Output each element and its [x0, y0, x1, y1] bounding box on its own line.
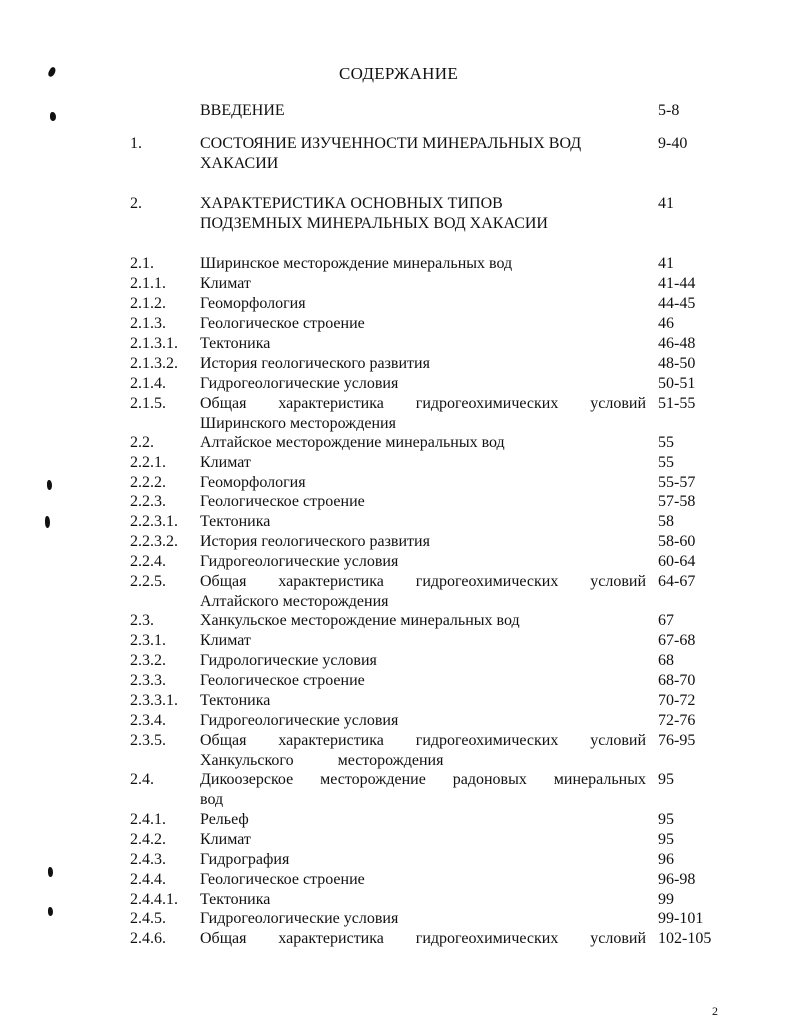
toc-entry-title: Гидрогеологические условия: [200, 910, 399, 927]
toc-entry-number: 2.4.1.: [130, 811, 166, 828]
toc-entry-number: 2.3.3.: [130, 672, 166, 689]
toc-entry-page: 68: [658, 652, 674, 669]
toc-entry-number: 2.4.6.: [130, 930, 166, 947]
toc-entry-title: Геологическое строение: [200, 493, 365, 510]
toc-entry-number: 2.1.3.1.: [130, 335, 178, 352]
toc-entry-page: 96: [658, 851, 674, 868]
toc-entry-number: 2.2.2.: [130, 474, 166, 491]
toc-entry-number: 1.: [130, 135, 142, 152]
toc-entry-page: 64-67: [658, 573, 696, 590]
toc-entry-page: 5-8: [658, 102, 680, 119]
toc-entry-title: Тектоника: [200, 513, 271, 530]
toc-entry-page: 41-44: [658, 275, 696, 292]
toc-entry-title: вод: [200, 791, 224, 808]
toc-entry-number: 2.1.4.: [130, 375, 166, 392]
page-title: СОДЕРЖАНИЕ: [338, 64, 459, 83]
toc-entry-number: 2.4.3.: [130, 851, 166, 868]
toc-entry-title: Геологическое строение: [200, 672, 365, 689]
toc-entry-number: 2.4.: [130, 771, 154, 788]
toc-entry-page: 57-58: [658, 493, 696, 510]
toc-entry-page: 67: [658, 612, 674, 629]
toc-entry-number: 2.1.5.: [130, 395, 166, 412]
toc-entry-title: СОСТОЯНИЕ ИЗУЧЕННОСТИ МИНЕРАЛЬНЫХ ВОД: [200, 135, 582, 152]
toc-entry-number: 2.2.3.2.: [130, 533, 178, 550]
toc-entry-page: 58-60: [658, 533, 696, 550]
page-number: 2: [712, 1004, 718, 1018]
toc-entry-number: 2.: [130, 195, 142, 212]
toc-entry-title: Тектоника: [200, 692, 271, 709]
toc-entry-title: История геологического развития: [200, 355, 430, 372]
toc-entry-title: ХАРАКТЕРИСТИКА ОСНОВНЫХ ТИПОВ: [200, 195, 503, 212]
toc-entry-page: 99-101: [658, 910, 704, 927]
toc-entry-title: Тектоника: [200, 891, 271, 908]
toc-entry-page: 55: [658, 434, 674, 451]
toc-entry-page: 51-55: [658, 395, 696, 412]
scan-mark: [47, 480, 52, 490]
toc-entry-title: Гидрогеологические условия: [200, 712, 399, 729]
scan-mark: [48, 907, 53, 916]
toc-entry-title: Общая характеристика гидрогеохимических условий: [200, 732, 646, 749]
toc-entry-title: Ханкульское месторождение минеральных вод: [200, 612, 520, 629]
toc-entry-title: Геологическое строение: [200, 315, 365, 332]
toc-entry-title: Общая характеристика гидрогеохимических условий: [200, 395, 646, 412]
toc-entry-page: 67-68: [658, 632, 696, 649]
toc-entry-page: 72-76: [658, 712, 696, 729]
toc-entry-number: 2.1.3.: [130, 315, 166, 332]
toc-entry-title: Алтайское месторождение минеральных вод: [200, 434, 505, 451]
toc-entry-number: 2.2.3.: [130, 493, 166, 510]
toc-entry-title: Геоморфология: [200, 474, 306, 491]
toc-entry-number: 2.3.5.: [130, 732, 166, 749]
toc-entry-title: Гидрогеологические условия: [200, 553, 399, 570]
toc-entry-page: 95: [658, 771, 674, 788]
toc-entry-page: 58: [658, 513, 674, 530]
toc-entry-page: 48-50: [658, 355, 696, 372]
toc-entry-page: 76-95: [658, 732, 696, 749]
toc-entry-number: 2.4.4.1.: [130, 891, 178, 908]
toc-entry-number: 2.2.4.: [130, 553, 166, 570]
toc-entry-number: 2.4.5.: [130, 910, 166, 927]
toc-entry-title: Климат: [200, 831, 251, 848]
toc-entry-title: Гидрография: [200, 851, 290, 868]
toc-entry-number: 2.1.2.: [130, 295, 166, 312]
toc-entry-title: Гидрогеологические условия: [200, 375, 399, 392]
toc-entry-title: Дикоозерское месторождение радоновых минеральных: [200, 771, 646, 788]
toc-entry-title: История геологического развития: [200, 533, 430, 550]
scan-mark: [48, 867, 53, 877]
toc-entry-title: Климат: [200, 632, 251, 649]
toc-entry-title: Тектоника: [200, 335, 271, 352]
toc-entry-title: Гидрологические условия: [200, 652, 377, 669]
toc-entry-page: 55-57: [658, 474, 696, 491]
toc-entry-number: 2.2.: [130, 434, 154, 451]
toc-entry-number: 2.3.1.: [130, 632, 166, 649]
toc-entry-title: ВВЕДЕНИЕ: [200, 102, 285, 119]
toc-entry-number: 2.3.4.: [130, 712, 166, 729]
toc-entry-title: Ширинского месторождения: [200, 415, 396, 432]
toc-entry-number: 2.2.3.1.: [130, 513, 178, 530]
toc-entry-title: Ширинское месторождение минеральных вод: [200, 255, 513, 272]
toc-entry-title: Геоморфология: [200, 295, 306, 312]
toc-entry-page: 50-51: [658, 375, 696, 392]
toc-entry-page: 102-105: [658, 930, 712, 947]
toc-entry-title: Климат: [200, 454, 251, 471]
toc-entry-title: ХАКАСИИ: [200, 155, 279, 172]
toc-entry-number: 2.1.1.: [130, 275, 166, 292]
toc-entry-page: 70-72: [658, 692, 696, 709]
toc-entry-number: 2.1.3.2.: [130, 355, 178, 372]
toc-entry-number: 2.4.4.: [130, 871, 166, 888]
toc-entry-title: ПОДЗЕМНЫХ МИНЕРАЛЬНЫХ ВОД ХАКАСИИ: [200, 215, 548, 232]
toc-entry-page: 46: [658, 315, 674, 332]
toc-entry-title: Геологическое строение: [200, 871, 365, 888]
toc-entry-page: 44-45: [658, 295, 696, 312]
toc-entry-page: 96-98: [658, 871, 696, 888]
scan-mark: [50, 112, 56, 121]
toc-entry-page: 41: [658, 195, 674, 212]
toc-entry-number: 2.3.: [130, 612, 154, 629]
toc-entry-title: Ханкульского месторождения: [200, 752, 444, 769]
toc-entry-title: Алтайского месторождения: [200, 593, 389, 610]
toc-entry-number: 2.1.: [130, 255, 154, 272]
toc-entry-page: 68-70: [658, 672, 696, 689]
toc-entry-page: 99: [658, 891, 674, 908]
toc-entry-page: 95: [658, 831, 674, 848]
toc-entry-number: 2.2.5.: [130, 573, 166, 590]
toc-entry-page: 9-40: [658, 135, 688, 152]
scan-mark: [45, 516, 50, 528]
toc-entry-title: Рельеф: [200, 811, 249, 828]
toc-entry-page: 41: [658, 255, 674, 272]
toc-entry-title: Общая характеристика гидрогеохимических условий: [200, 573, 646, 590]
toc-entry-title: Климат: [200, 275, 251, 292]
toc-entry-page: 95: [658, 811, 674, 828]
toc-entry-number: 2.3.2.: [130, 652, 166, 669]
toc-entry-page: 60-64: [658, 553, 696, 570]
toc-entry-number: 2.4.2.: [130, 831, 166, 848]
toc-entry-number: 2.3.3.1.: [130, 692, 178, 709]
toc-entry-page: 55: [658, 454, 674, 471]
toc-entry-title: Общая характеристика гидрогеохимических условий: [200, 930, 646, 947]
toc-entry-page: 46-48: [658, 335, 696, 352]
toc-entry-number: 2.2.1.: [130, 454, 166, 471]
